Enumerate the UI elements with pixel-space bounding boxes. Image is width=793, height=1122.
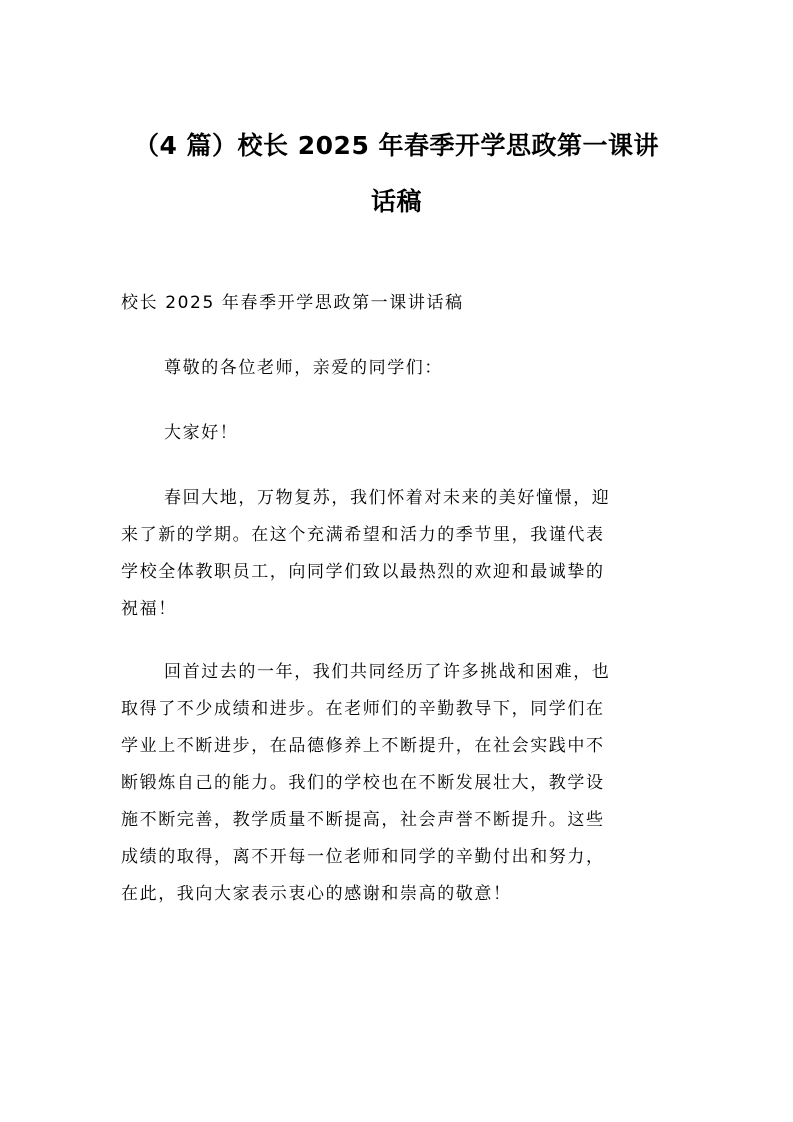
paragraph-line: 在此，我向大家表示衷心的感谢和崇高的敬意！: [121, 884, 512, 904]
document-body: [121, 285, 677, 913]
paragraph-line: 春回大地，万物复苏，我们怀着对未来的美好憧憬，迎: [164, 488, 611, 508]
paragraph-line: 祝福！: [121, 599, 177, 619]
paragraph-line: 来了新的学期。在这个充满希望和活力的季节里，我谨代表: [121, 525, 605, 545]
paragraph-line: 学校全体教职员工，向同学们致以最热烈的欢迎和最诚挚的: [121, 562, 605, 582]
document-subtitle: 校长 2025 年春季开学思政第一课讲话稿: [121, 293, 464, 313]
document-title: [100, 118, 693, 230]
paragraph-spring-welcome: [121, 480, 677, 628]
greeting-line: 尊敬的各位老师，亲爱的同学们：: [164, 358, 443, 378]
paragraph-line: 断锻炼自己的能力。我们的学校也在不断发展壮大，教学设: [121, 773, 605, 793]
paragraph-line: 成绩的取得，离不开每一位老师和同学的辛勤付出和努力，: [121, 847, 605, 867]
paragraph-line: 取得了不少成绩和进步。在老师们的辛勤教导下，同学们在: [121, 699, 605, 719]
title-line-1: （4 篇）校长 2025 年春季开学思政第一课讲: [133, 131, 660, 160]
title-line-2: 话稿: [370, 187, 422, 216]
paragraph-line: 施不断完善，教学质量不断提高，社会声誉不断提升。这些: [121, 810, 605, 830]
paragraph-line: 回首过去的一年，我们共同经历了许多挑战和困难，也: [164, 662, 611, 682]
paragraph-line: 学业上不断进步，在品德修养上不断提升，在社会实践中不: [121, 736, 605, 756]
paragraph-year-review: [121, 654, 677, 913]
hello-line: 大家好！: [164, 423, 239, 443]
